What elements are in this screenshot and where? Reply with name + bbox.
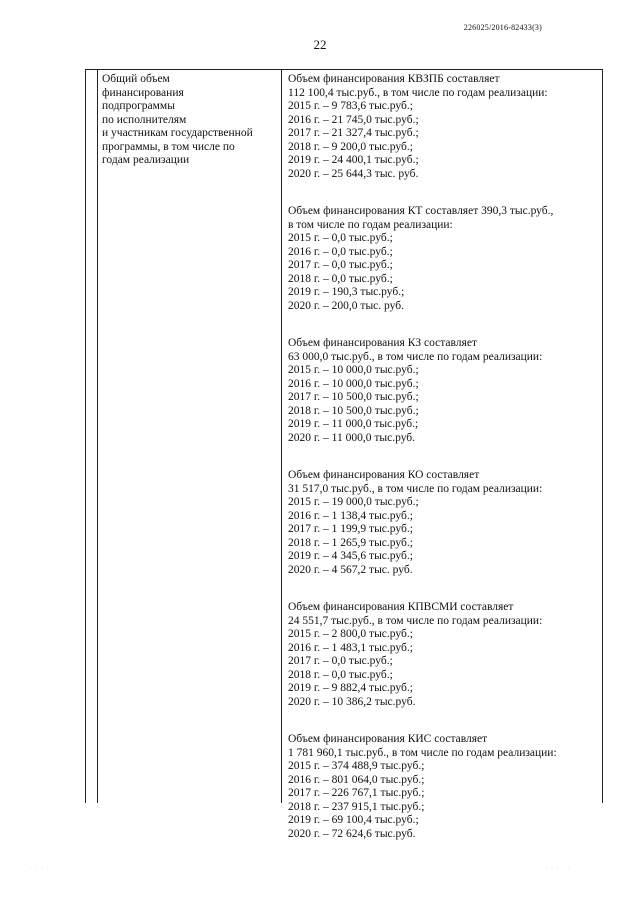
financing-line: 2017 г. – 0,0 тыс.руб.;: [288, 259, 393, 271]
financing-line: 2019 г. – 24 400,1 тыс.руб.;: [288, 154, 419, 166]
financing-table: [85, 69, 603, 840]
financing-line: Объем финансирования КПВСМИ составляет: [288, 601, 514, 613]
financing-line: 112 100,4 тыс.руб., в том числе по годам реализации:: [288, 86, 548, 99]
scan-noise-mark: · · · · · ·: [540, 866, 571, 872]
table-divider-middle: [281, 70, 282, 803]
financing-block-kpvsmi: [288, 601, 598, 709]
financing-line: Объем финансирования КЗ составляет: [288, 337, 477, 349]
financing-line: 2016 г. – 801 064,0 тыс.руб.;: [288, 773, 425, 786]
financing-line: 2018 г. – 237 915,1 тыс.руб.;: [288, 800, 425, 813]
financing-line: Объем финансирования КТ составляет 390,3 тыс.руб.,: [288, 205, 554, 217]
financing-line: 2020 г. – 4 567,2 тыс. руб.: [288, 563, 413, 576]
financing-line: 2015 г. – 19 000,0 тыс.руб.;: [288, 496, 419, 508]
financing-line: 2015 г. – 10 000,0 тыс.руб.;: [288, 364, 419, 376]
financing-line: 2018 г. – 0,0 тыс.руб.;: [288, 668, 393, 681]
financing-line: 31 517,0 тыс.руб., в том числе по годам реализации:: [288, 482, 543, 495]
financing-line: 2020 г. – 200,0 тыс. руб.: [288, 299, 404, 312]
financing-line: Объем финансирования КВЗПБ составляет: [288, 73, 500, 85]
financing-line: в том числе по годам реализации:: [288, 218, 453, 231]
financing-line: 2017 г. – 10 500,0 тыс.руб.;: [288, 391, 419, 403]
financing-line: 24 551,7 тыс.руб., в том числе по годам реализации:: [288, 614, 543, 627]
financing-line: Объем финансирования КО составляет: [288, 469, 480, 481]
financing-line: 2020 г. – 11 000,0 тыс.руб.: [288, 431, 416, 444]
page-number: 22: [313, 37, 327, 52]
row-label-line: и участникам государственной: [102, 127, 253, 139]
financing-block-kvzpb: [288, 73, 598, 181]
financing-line: 2019 г. – 11 000,0 тыс.руб.;: [288, 418, 419, 430]
financing-line: 2020 г. – 10 386,2 тыс.руб.: [288, 695, 416, 708]
row-label-line: финансирования: [102, 86, 184, 99]
document-id: 226025/2016-82433(3): [463, 23, 542, 32]
financing-line: 2018 г. – 9 200,0 тыс.руб.;: [288, 140, 413, 153]
row-label-line: годам реализации: [102, 154, 190, 166]
financing-line: 2018 г. – 10 500,0 тыс.руб.;: [288, 404, 419, 417]
financing-line: 2017 г. – 226 767,1 тыс.руб.;: [288, 787, 425, 799]
financing-line: 2016 г. – 1 138,4 тыс.руб.;: [288, 509, 413, 522]
financing-line: 2015 г. – 9 783,6 тыс.руб.;: [288, 100, 413, 112]
financing-line: 2015 г. – 2 800,0 тыс.руб.;: [288, 628, 413, 640]
financing-line: 2018 г. – 1 265,9 тыс.руб.;: [288, 536, 413, 549]
financing-line: 1 781 960,1 тыс.руб., в том числе по годам реализации:: [288, 746, 557, 759]
financing-line: 2016 г. – 21 745,0 тыс.руб.;: [288, 113, 419, 126]
financing-line: 2019 г. – 9 882,4 тыс.руб.;: [288, 682, 413, 694]
financing-line: 2019 г. – 190,3 тыс.руб.;: [288, 286, 405, 298]
financing-line: 2020 г. – 72 624,6 тыс.руб.: [288, 827, 416, 840]
financing-line: 2020 г. – 25 644,3 тыс. руб.: [288, 167, 419, 180]
financing-line: 2019 г. – 69 100,4 тыс.руб.;: [288, 814, 419, 826]
financing-line: 2016 г. – 0,0 тыс.руб.;: [288, 245, 393, 258]
financing-block-kt: [288, 205, 598, 313]
financing-line: 2016 г. – 10 000,0 тыс.руб.;: [288, 377, 419, 390]
table-divider-left: [97, 70, 98, 803]
financing-line: 2016 г. – 1 483,1 тыс.руб.;: [288, 641, 413, 654]
financing-line: 2017 г. – 0,0 тыс.руб.;: [288, 655, 393, 667]
row-label-line: по исполнителям: [102, 113, 187, 126]
row-label-line: Общий объем: [102, 73, 170, 85]
financing-line: 2015 г. – 0,0 тыс.руб.;: [288, 232, 393, 244]
financing-line: 2017 г. – 1 199,9 тыс.руб.;: [288, 523, 413, 535]
financing-line: 2015 г. – 374 488,9 тыс.руб.;: [288, 760, 425, 772]
scan-noise-mark: · · · ·: [30, 866, 50, 872]
financing-line: Объем финансирования КИС составляет: [288, 733, 488, 745]
financing-line: 63 000,0 тыс.руб., в том числе по годам реализации:: [288, 350, 543, 363]
row-label-cell: [102, 73, 278, 168]
financing-block-kz: [288, 337, 598, 445]
row-label-line: подпрограммы: [102, 100, 175, 112]
financing-line: 2019 г. – 4 345,6 тыс.руб.;: [288, 550, 413, 562]
financing-block-ko: [288, 469, 598, 577]
financing-block-kis: [288, 733, 598, 841]
row-label-line: программы, в том числе по: [102, 140, 235, 153]
financing-line: 2018 г. – 0,0 тыс.руб.;: [288, 272, 393, 285]
financing-details-cell: [288, 73, 598, 865]
financing-line: 2017 г. – 21 327,4 тыс.руб.;: [288, 127, 419, 139]
